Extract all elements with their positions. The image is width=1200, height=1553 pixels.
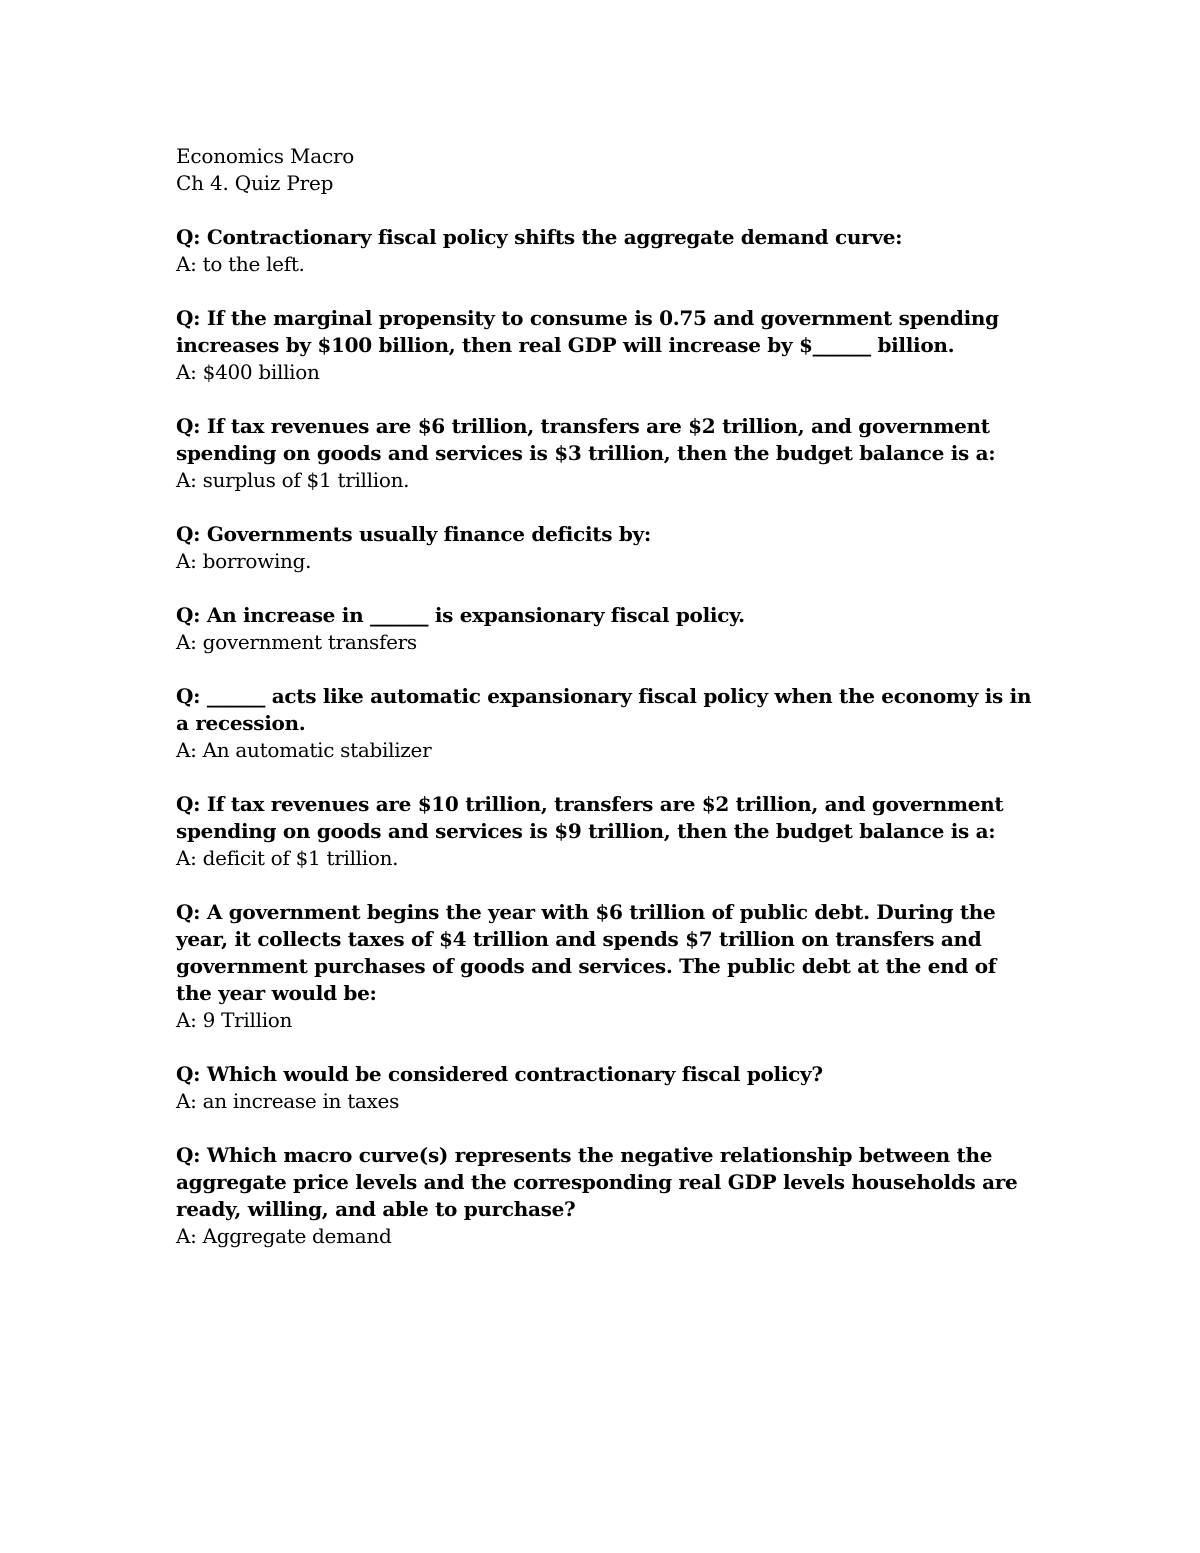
answer-text: A: 9 Trillion (176, 1008, 293, 1032)
answer-text: A: an increase in taxes (176, 1089, 400, 1113)
answer-text: A: to the left. (176, 252, 305, 276)
question-text: Q: Governments usually finance deficits by: (176, 522, 651, 546)
qa-item (176, 413, 1036, 494)
answer-text: A: borrowing. (176, 549, 312, 573)
question-text: Q: If tax revenues are $10 trillion, transfers are $2 trillion, and government spending on goods and services is $9 trillion, then the budget balance is a: (176, 792, 1004, 843)
answer-text: A: surplus of $1 trillion. (176, 468, 410, 492)
qa-item (176, 521, 1036, 575)
question-text: Q: Contractionary fiscal policy shifts the aggregate demand curve: (176, 225, 903, 249)
answer-text: A: Aggregate demand (176, 1224, 392, 1248)
qa-item (176, 899, 1036, 1034)
qa-item (176, 1142, 1036, 1250)
qa-item (176, 683, 1036, 764)
qa-item (176, 602, 1036, 656)
question-text: Q: Which macro curve(s) represents the negative relationship between the aggregate price levels and the corresponding real GDP levels households are ready, willing, and able to purchase? (176, 1143, 1018, 1221)
qa-item (176, 791, 1036, 872)
question-text: Q: If the marginal propensity to consume is 0.75 and government spending increases by $100 billion, then real GDP will increase by $______ billion. (176, 306, 999, 357)
qa-item (176, 305, 1036, 386)
question-text: Q: An increase in ______ is expansionary fiscal policy. (176, 603, 745, 627)
answer-text: A: An automatic stabilizer (176, 738, 432, 762)
answer-text: A: government transfers (176, 630, 417, 654)
question-text: Q: ______ acts like automatic expansionary fiscal policy when the economy is in a recession. (176, 684, 1032, 735)
chapter-title: Ch 4. Quiz Prep (176, 171, 334, 195)
answer-text: A: deficit of $1 trillion. (176, 846, 399, 870)
qa-item (176, 1061, 1036, 1115)
answer-text: A: $400 billion (176, 360, 320, 384)
question-text: Q: Which would be considered contractionary fiscal policy? (176, 1062, 823, 1086)
document-page (176, 143, 1036, 1250)
question-text: Q: If tax revenues are $6 trillion, transfers are $2 trillion, and government spending on goods and services is $3 trillion, then the budget balance is a: (176, 414, 996, 465)
question-text: Q: A government begins the year with $6 trillion of public debt. During the year, it collects taxes of $4 trillion and spends $7 trillion on transfers and government purchases of goods and services. The public debt at the end of the year would be: (176, 900, 997, 1005)
course-title: Economics Macro (176, 144, 355, 168)
qa-item (176, 224, 1036, 278)
